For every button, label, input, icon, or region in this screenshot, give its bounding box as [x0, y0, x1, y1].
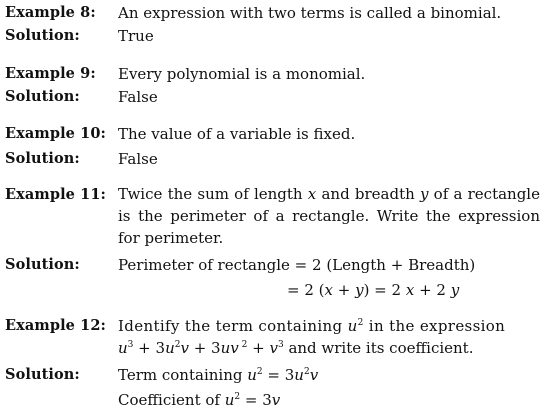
example-11-label: Example 11: — [5, 186, 106, 203]
exponent: 2 — [238, 340, 248, 350]
example-8-question: An expression with two terms is called a binomial. — [118, 4, 502, 22]
variable-x: x — [324, 281, 333, 299]
example-9-solution-label: Solution: — [5, 88, 80, 105]
variable-uv: uv — [220, 339, 239, 357]
variable-u: u — [347, 317, 358, 335]
question-text: in the expression — [363, 317, 506, 335]
variable-u: u — [247, 366, 257, 384]
example-9-question: Every polynomial is a monomial. — [118, 65, 366, 83]
example-10-answer: False — [118, 150, 158, 168]
math-text: = 3 — [262, 366, 295, 384]
question-text: and write its coefficient. — [283, 339, 474, 357]
question-text: Twice the sum of length — [118, 185, 308, 203]
math-text: + 2 — [414, 281, 451, 299]
math-text: ) = 2 — [363, 281, 406, 299]
exponent: 2 — [303, 367, 310, 377]
variable-x: x — [307, 185, 317, 203]
example-11-question — [118, 183, 540, 249]
exponent: 2 — [234, 392, 241, 402]
question-text: of a rectangle is the perimeter of a rectangle. Write the expression for perimeter. — [118, 185, 540, 247]
variable-u: u — [224, 391, 235, 409]
variable-y: y — [355, 281, 364, 299]
example-8-solution-label: Solution: — [5, 27, 80, 44]
variable-u: u — [118, 339, 128, 357]
exponent: 3 — [127, 340, 134, 350]
question-text: Identify the term containing — [118, 317, 348, 335]
math-text: + — [332, 281, 356, 299]
variable-u: u — [294, 366, 304, 384]
math-text: + 3 — [188, 339, 221, 357]
example-8-label: Example 8: — [5, 4, 96, 21]
variable-v: v — [269, 339, 278, 357]
example-12-solution-label: Solution: — [5, 366, 80, 383]
example-8-answer: True — [118, 27, 154, 45]
variable-v: v — [271, 391, 281, 409]
example-12-question — [118, 315, 540, 337]
math-text: + 3 — [133, 339, 166, 357]
example-9-label: Example 9: — [5, 65, 96, 82]
example-12-solution-line-2 — [118, 389, 540, 411]
example-11-solution-line-2 — [287, 281, 459, 299]
math-text: = 3 — [240, 391, 272, 409]
example-10-question: The value of a variable is fixed. — [118, 125, 356, 143]
variable-y: y — [419, 185, 429, 203]
example-12-expression — [118, 337, 540, 359]
math-text: Coefficient of — [118, 391, 225, 409]
exponent: 2 — [174, 340, 181, 350]
example-9-answer: False — [118, 88, 158, 106]
example-10-label: Example 10: — [5, 125, 106, 142]
variable-x: x — [405, 281, 415, 299]
question-text: and breadth — [316, 185, 420, 203]
variable-v: v — [180, 339, 189, 357]
variable-y: y — [450, 281, 460, 299]
example-10-solution-label: Solution: — [5, 150, 80, 167]
exponent: 2 — [256, 367, 263, 377]
math-text: Term containing — [118, 366, 248, 384]
math-text: = 2 ( — [287, 281, 325, 299]
exponent: 3 — [277, 340, 284, 350]
exponent: 2 — [357, 318, 364, 328]
example-12-label: Example 12: — [5, 317, 106, 334]
example-11-solution-line-1: Perimeter of rectangle = 2 (Length + Breadth) — [118, 256, 476, 274]
variable-u: u — [165, 339, 175, 357]
variable-v: v — [309, 366, 319, 384]
math-text: + — [247, 339, 270, 357]
example-12-solution-line-1 — [118, 364, 540, 386]
example-11-solution-label: Solution: — [5, 256, 80, 273]
